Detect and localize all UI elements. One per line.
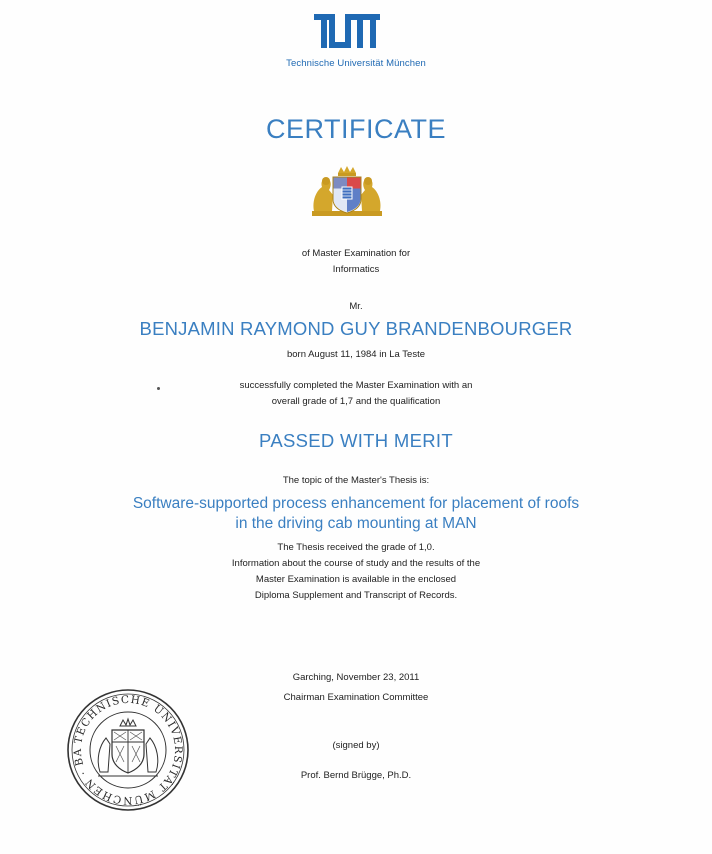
thesis-title-line-1: Software-supported process enhancement for placement of roofs	[132, 495, 580, 512]
bavarian-crest-icon	[306, 165, 388, 219]
place-date: Garching, November 23, 2011	[292, 672, 420, 683]
university-seal-icon	[66, 688, 190, 812]
university-name: Technische Universität München	[286, 58, 426, 69]
thesis-title	[0, 494, 712, 534]
examination-subject	[0, 246, 712, 278]
certificate-title: CERTIFICATE	[265, 114, 446, 144]
exam-of-line: of Master Examination for	[301, 248, 411, 259]
completion-line-1: successfully completed the Master Examination with an	[239, 380, 473, 391]
thesis-info-line-3: Master Examination is available in the enclosed	[255, 574, 457, 585]
completion-statement	[0, 378, 712, 410]
thesis-info	[0, 540, 712, 604]
thesis-title-line-2: in the driving cab mounting at MAN	[235, 515, 477, 532]
thesis-topic-intro: The topic of the Master's Thesis is:	[282, 475, 430, 486]
exam-subject-line: Informatics	[332, 264, 380, 275]
seal-text: TECHNISCHE UNIVERSITÄT MÜNCHEN · BA	[71, 693, 185, 807]
tum-logo	[314, 14, 380, 52]
signed-note: (signed by)	[332, 740, 380, 751]
birth-info: born August 11, 1984 in La Teste	[286, 349, 426, 360]
graduate-name: BENJAMIN RAYMOND GUY BRANDENBOURGER	[139, 318, 573, 339]
qualification-label: PASSED WITH MERIT	[259, 430, 453, 451]
thesis-info-line-4: Diploma Supplement and Transcript of Records.	[254, 590, 458, 601]
chairman-title: Chairman Examination Committee	[283, 692, 429, 703]
salutation: Mr.	[349, 301, 363, 312]
completion-line-2: overall grade of 1,7 and the qualification	[271, 396, 441, 407]
thesis-info-line-1: The Thesis received the grade of 1,0.	[277, 542, 435, 553]
thesis-info-line-2: Information about the course of study and the results of the	[231, 558, 481, 569]
signatory-name: Prof. Bernd Brügge, Ph.D.	[300, 770, 412, 781]
